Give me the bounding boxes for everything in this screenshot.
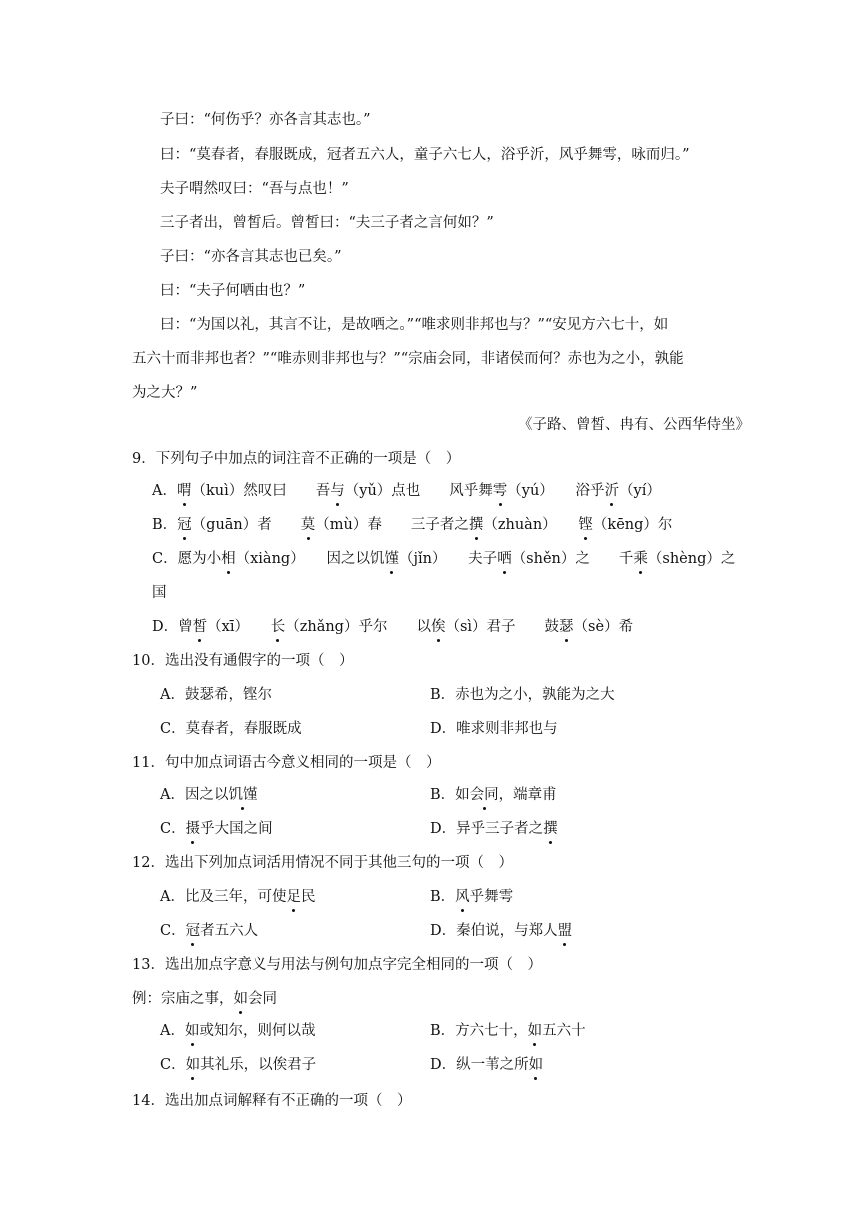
question-9-option-a: A．喟（kuì）然叹曰 吾与（yǔ）点也 风乎舞雩（yú） 浴乎沂（yí） bbox=[152, 483, 661, 499]
passage-line-2: 曰：“莫春者，春服既成，冠者五六人，童子六七人，浴乎沂，风乎舞雩，咏而归。” bbox=[160, 147, 690, 163]
question-12-option-c: C．冠者五六人 bbox=[160, 923, 259, 939]
question-12-option-b: B．风乎舞雩 bbox=[430, 889, 514, 905]
passage-line-6: 曰：“夫子何哂由也？” bbox=[160, 283, 306, 299]
question-9-option-b: B．冠（guān）者 莫（mù）春 三子者之撰（zhuàn） 铿（kēng）尔 bbox=[152, 517, 673, 533]
question-9-stem: 9．下列句子中加点的词注音不正确的一项是（ ） bbox=[132, 451, 461, 467]
question-13-example: 例：宗庙之事，如会同 bbox=[132, 991, 277, 1007]
question-12-stem: 12．选出下列加点词活用情况不同于其他三句的一项（ ） bbox=[132, 855, 513, 871]
question-11-option-d: D．异乎三子者之撰 bbox=[430, 821, 558, 837]
question-13-option-b: B．方六七十，如五六十 bbox=[430, 1023, 586, 1039]
passage-line-1: 子曰：“何伤乎？亦各言其志也。” bbox=[160, 112, 371, 128]
question-13-option-a: A．如或知尔，则何以哉 bbox=[160, 1023, 316, 1039]
question-10-option-c: C．莫春者，春服既成 bbox=[160, 721, 302, 737]
question-11-option-b: B．如会同，端章甫 bbox=[430, 787, 557, 803]
passage-line-7: 曰：“为国以礼，其言不让，是故哂之。”“唯求则非邦也与？”“安见方六七十，如 bbox=[160, 317, 669, 333]
question-10-option-b: B．赤也为之小，孰能为之大 bbox=[430, 687, 615, 703]
question-11-option-c: C．摄乎大国之间 bbox=[160, 821, 273, 837]
question-9-option-d: D．曾皙（xī） 长（zhǎng）乎尔 以俟（sì）君子 鼓瑟（sè）希 bbox=[152, 619, 634, 635]
question-13-option-d: D．纵一苇之所如 bbox=[430, 1057, 544, 1073]
passage-source: 《子路、曾皙、冉有、公西华侍坐》 bbox=[518, 417, 750, 433]
passage-line-5: 子曰：“亦各言其志也已矣。” bbox=[160, 249, 342, 265]
question-11-option-a: A．因之以饥馑 bbox=[160, 787, 258, 803]
question-10-option-d: D．唯求则非邦也与 bbox=[430, 721, 558, 737]
question-12-option-a: A．比及三年，可使足民 bbox=[160, 889, 316, 905]
passage-line-3: 夫子喟然叹曰：“吾与点也！” bbox=[160, 181, 349, 197]
question-9-option-c-continued: 国 bbox=[152, 585, 167, 601]
question-9-option-c: C．愿为小相（xiàng） 因之以饥馑（jǐn） 夫子哂（shěn）之 千乘（shèng）之 bbox=[152, 551, 736, 567]
question-14-stem: 14．选出加点词解释有不正确的一项（ ） bbox=[132, 1093, 412, 1109]
question-12-option-d: D．秦伯说，与郑人盟 bbox=[430, 923, 573, 939]
question-11-stem: 11．句中加点词语古今意义相同的一项是（ ） bbox=[132, 755, 441, 771]
passage-line-4: 三子者出，曾皙后。曾皙曰：“夫三子者之言何如？” bbox=[160, 215, 494, 231]
question-13-stem: 13．选出加点字意义与用法与例句加点字完全相同的一项（ ） bbox=[132, 957, 542, 973]
passage-line-9: 为之大？” bbox=[132, 385, 198, 401]
question-10-stem: 10．选出没有通假字的一项（ ） bbox=[132, 653, 354, 669]
question-13-option-c: C．如其礼乐，以俟君子 bbox=[160, 1057, 317, 1073]
passage-line-8: 五六十而非邦也者？”“唯赤则非邦也与？”“宗庙会同，非诸侯而何？赤也为之小，孰能 bbox=[132, 351, 684, 367]
question-10-option-a: A．鼓瑟希，铿尔 bbox=[160, 687, 272, 703]
